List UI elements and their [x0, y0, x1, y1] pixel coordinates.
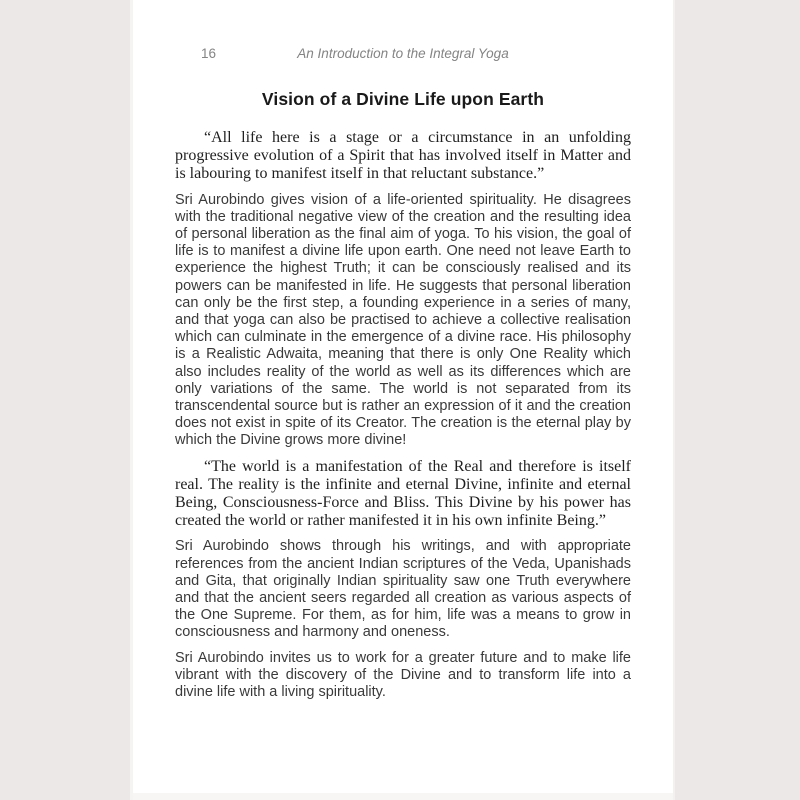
chapter-heading: Vision of a Divine Life upon Earth [261, 89, 545, 109]
page-header [175, 45, 631, 62]
quote-paragraph-1: “All life here is a stage or a circumstance in an unfolding progressive evolution of a Spirit that has involved itself in Matter and is labouring to manifest itself in that reluctant substance.” [175, 129, 631, 183]
running-title: An Introduction to the Integral Yoga [297, 46, 509, 61]
page-bottom-edge [133, 793, 673, 800]
quote-paragraph-2: “The world is a manifestation of the Real and therefore is itself real. The reality is the infinite and eternal Divine, infinite and eternal Being, Consciousness-Force and Bliss. This Divine by his power has created the world or rather manifested it in his own infinite Being.” [175, 457, 631, 530]
body-paragraph-2: Sri Aurobindo shows through his writings, and with appropriate references from the ancient Indian scriptures of the Veda, Upanishads and Gita, that originally Indian spirituality saw one Truth everywhere and that the ancient seers regarded all creation as various aspects of the One Supreme. For them, as for him, life was a means to grow in consciousness and harmony and oneness. [175, 538, 631, 641]
page-content [175, 0, 631, 701]
body-paragraph-1: Sri Aurobindo gives vision of a life-oriented spirituality. He disagrees with the traditional negative view of the creation and the resulting idea of personal liberation as the final aim of yoga. To his vision, the goal of life is to manifest a divine life upon earth. One need not leave Earth to experience the highest Truth; it can be consciously realised and its powers can be manifested in life. He suggests that personal liberation can only be the first step, a founding experience in a series of many, and that yoga can also be practised to achieve a collective realisation which can culminate in the emergence of a divine race. His philosophy is a Realistic Adwaita, meaning that there is only One Reality which also includes reality of the world as well as its differences which are only variations of the same. The world is not separated from its transcendental source but is rather an expression of it and the creation does not exist in spite of its Creator. The creation is the eternal play by which the Divine grows more divine! [175, 191, 631, 449]
body-paragraph-3: Sri Aurobindo invites us to work for a greater future and to make life vibrant with the discovery of the Divine and to transform life into a divine life with a living spirituality. [175, 649, 631, 701]
page-number: 16 [201, 46, 217, 61]
book-page [130, 0, 675, 800]
